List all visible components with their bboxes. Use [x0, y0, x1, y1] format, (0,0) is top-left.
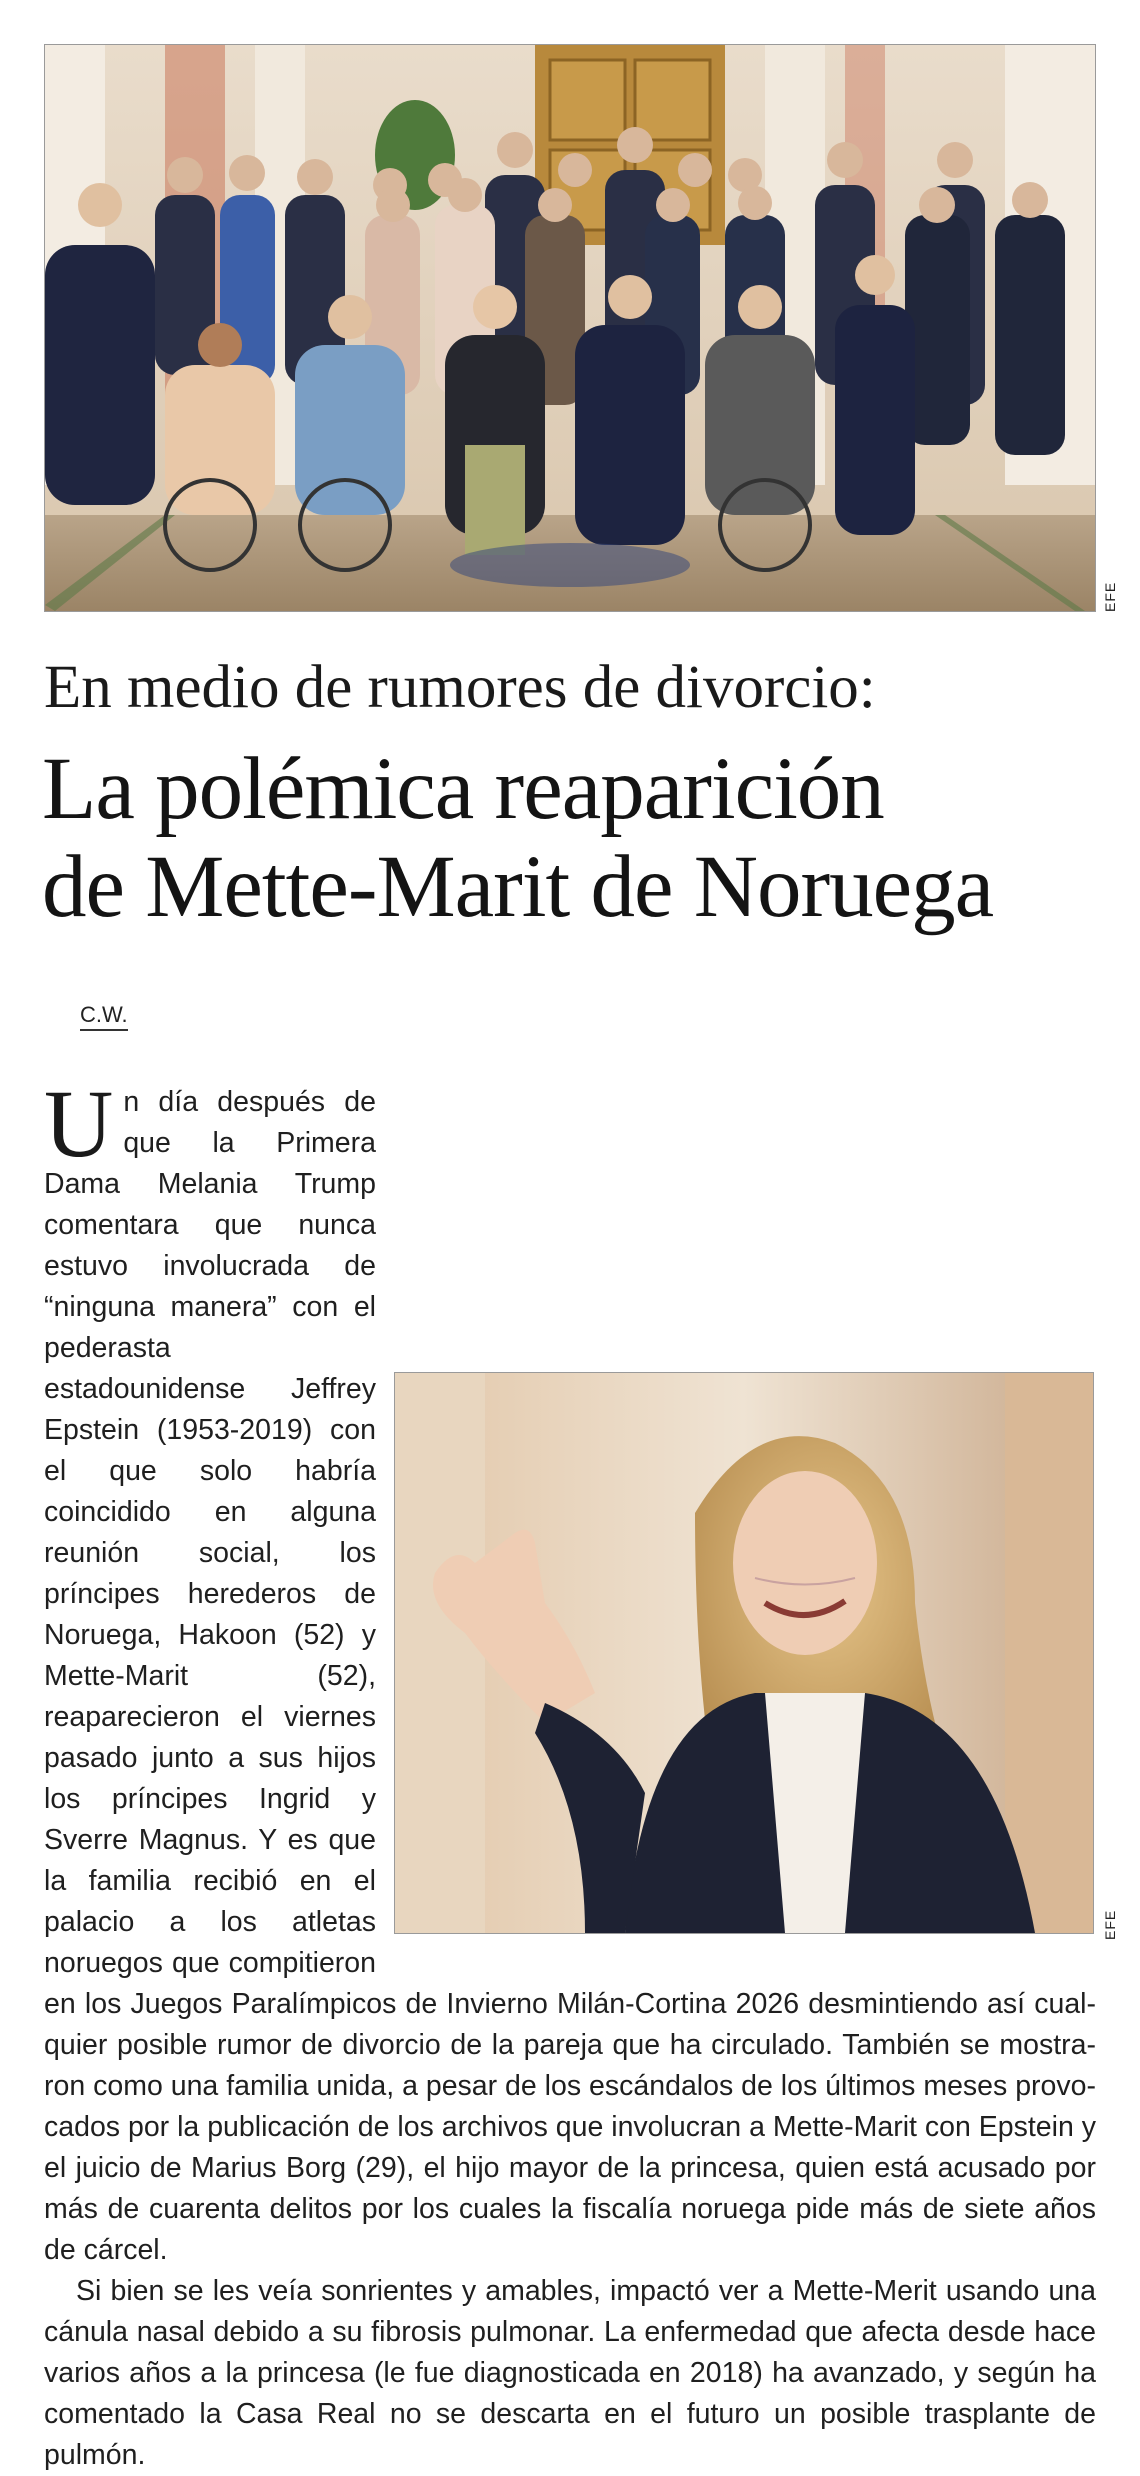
group-photo: [44, 44, 1096, 612]
group-photo-illustration: [45, 45, 1095, 611]
article-paragraph-2: Si bien se les veía sonrientes y amables, impactó ver a Mette-Merit usando una cánula nasal debido a su fibrosis pulmonar. La enfermedad que afecta desde hace varios años a la princesa (le fue diagnosticada en 2018) ha avanzado, y según ha comentado la Casa Real no se descarta en el futuro un posible trasplante de pulmón.: [44, 2275, 1096, 2471]
inline-photo-wrap: [394, 1372, 1096, 1934]
paragraph-1-text: n día después de que la Primera Dama Melania Trump comentara que nunca estuvo involucrada de “ninguna manera” con el pederasta estadounidense Jeffrey Epstein (1953-2019) con el que solo habría coincidido en alguna reunión social, los príncipes herederos de Noruega, Hakoon (52) y Mette-Marit (52), reaparecieron el viernes pasado junto a sus hijos los príncipes Ingrid y Sverre Magnus. Y es que la familia recibió en el palacio a los atletas noruegos que compitieron en los Juegos Paralímpicos de Invierno Milán-Cortina 2026 desmintiendo así cualquier posible rumor de divorcio de la pareja que ha circulado. También se mostraron como una familia unida, a pesar de los escándalos de los últimos meses provocados por la publicación de los archivos que involucran a Mette-Marit con Epstein y el juicio de Marius Borg (29), el hijo mayor de la princesa, quien está acusado por más de cuarenta delitos por los cuales la fiscalía noruega pide más de siete años de cárcel.: [44, 1086, 1096, 2266]
inline-photo-credit: EFE: [1102, 1909, 1118, 1940]
article-body: [44, 1070, 1096, 2471]
headline-kicker: En medio de rumores de divorcio:: [44, 654, 876, 721]
headline-line-1: La polémica reaparición: [42, 740, 884, 838]
headline: [42, 740, 1112, 936]
portrait-illustration: [395, 1373, 1093, 1933]
headline-line-2: de Mette-Marit de Noruega: [42, 838, 994, 936]
group-photo-credit: EFE: [1102, 581, 1118, 612]
byline: C.W.: [80, 1002, 128, 1031]
mette-marit-photo: [394, 1372, 1094, 1934]
drop-cap: U: [44, 1070, 114, 1177]
